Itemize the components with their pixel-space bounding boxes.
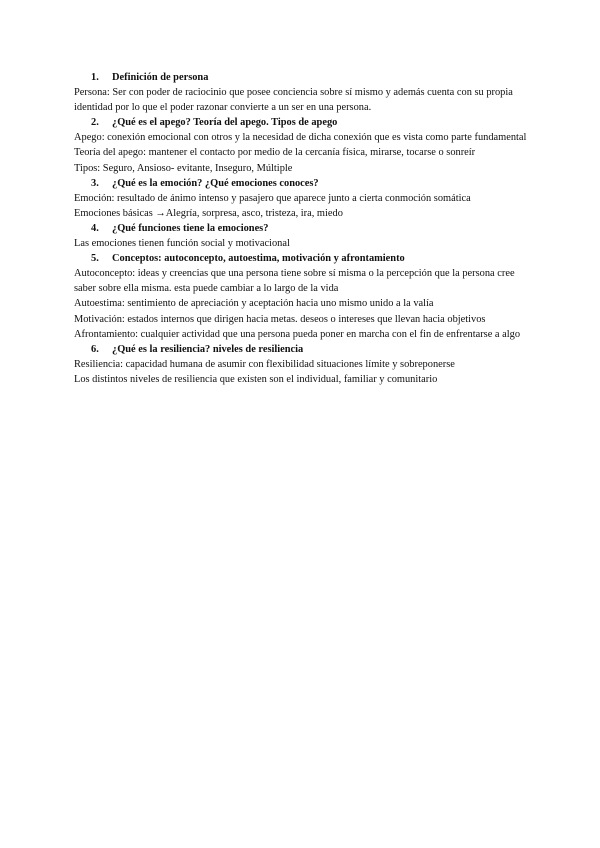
section-paragraph: Emoción: resultado de ánimo intenso y pasajero que aparece junto a cierta conmoción somática: [74, 192, 471, 204]
section-heading: [74, 176, 534, 191]
section-paragraph: Emociones básicas →Alegría, sorpresa, asco, tristeza, ira, miedo: [74, 207, 343, 219]
section-paragraph: Los distintos niveles de resiliencia que existen son el individual, familiar y comunitario: [74, 373, 438, 385]
section-heading: [74, 115, 534, 130]
section-number: 3.: [91, 177, 99, 189]
section-heading: [74, 342, 534, 357]
section-paragraph: Las emociones tienen función social y motivacional: [74, 238, 290, 250]
section-paragraph: Tipos: Seguro, Ansioso- evitante, Inseguro, Múltiple: [74, 162, 293, 174]
section-heading: [74, 70, 534, 85]
section-number: 5.: [91, 253, 99, 265]
document-body: [74, 70, 534, 387]
section-title: ¿Qué es la emoción? ¿Qué emociones conoces?: [112, 177, 319, 189]
section-title: ¿Qué es la resiliencia? niveles de resiliencia: [112, 343, 304, 355]
section-title: ¿Qué es el apego? Teoría del apego. Tipos de apego: [112, 117, 338, 129]
section-paragraph: Teoría del apego: mantener el contacto por medio de la cercanía física, mirarse, tocarse o sonreír: [74, 147, 476, 159]
section-number: 6.: [91, 343, 99, 355]
section-number: 1.: [91, 72, 99, 83]
section-paragraph: Autoconcepto: ideas y creencias que una persona tiene sobre sí misma o la percepción que la persona cree saber sobre ella misma. esta puede cambiar a lo largo de la vida: [74, 268, 515, 295]
section-number: 4.: [91, 222, 99, 234]
section-paragraph: Persona: Ser con poder de raciocinio que posee conciencia sobre sí mismo y además cuenta con su propia identidad por lo que el poder razonar convierte a un ser en una persona.: [74, 87, 513, 114]
section-paragraph: Motivación: estados internos que dirigen hacia metas. deseos o intereses que llevan hacia objetivos: [74, 313, 486, 325]
section-paragraph: Afrontamiento: cualquier actividad que una persona pueda poner en marcha con el fin de enfrentarse a algo: [74, 328, 521, 340]
section-title: Definición de persona: [112, 72, 209, 83]
section-title: Conceptos: autoconcepto, autoestima, motivación y afrontamiento: [112, 253, 405, 265]
section-heading: [74, 251, 534, 266]
section-number: 2.: [91, 117, 99, 129]
section-title: ¿Qué funciones tiene la emociones?: [112, 222, 269, 234]
section-paragraph: Autoestima: sentimiento de apreciación y aceptación hacia uno mismo unido a la valía: [74, 298, 434, 310]
section-heading: [74, 221, 534, 236]
section-paragraph: Resiliencia: capacidad humana de asumir con flexibilidad situaciones límite y sobreponerse: [74, 358, 455, 370]
section-paragraph: Apego: conexión emocional con otros y la necesidad de dicha conexión que es vista como parte fundamental: [74, 132, 527, 144]
